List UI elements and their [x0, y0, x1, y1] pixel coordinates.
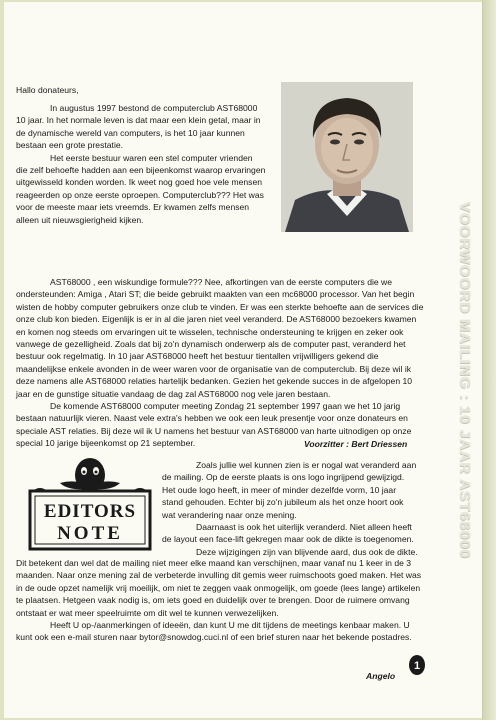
editors-paragraph-2: Daarnaast is ook het uiterlijk veranderd. Niet alleen heeft de layout een face-lift gekregen maar ook de dikte is toegenomen.: [162, 522, 414, 545]
mailing-page: [4, 2, 483, 718]
intro-paragraph-2: Het eerste bestuur waren een stel computer vrienden die zelf behoefte hadden aan een bijeenkomst waarop ervaringen uitgewisseld konden worden. Ik weet nog goed hoe vele mensen reageerden op onze eerste oproepen. Computerclub??? Het was voor de meeste maar iets vreemds. Er kwamen zelfs mensen alleen uit nieuwsgierigheid kijken.: [16, 152, 266, 225]
editors-column: [162, 459, 418, 558]
page-edge: [482, 0, 496, 720]
history-paragraph-2: De komende AST68000 computer meeting Zondag 21 september 1997 gaan we het 10 jarig bestaan natuurlijk vieren. Naast vele extra's hebben we ook een leuk presentje voor onze donateurs en speciale AST relaties. Bij deze wil ik U namens het bestuur van AST68000 van harte uitnodigen op onze special 10 jarige bijeenkomst op 21 september.: [16, 401, 412, 449]
editors-paragraph-5: Heeft U op-/aanmerkingen of ideeën, dan kunt U me dit tijdens de meetings kenbaar maken. U kunt ook een e-mail sturen naar bytor@snowdog.cuci.nl of een brief sturen naar het bekende postadres.: [16, 620, 412, 643]
portrait-photo: [281, 82, 413, 232]
editors-continued: [16, 557, 428, 644]
history-paragraph-1: AST68000 , een wiskundige formule??? Nee, afkortingen van de eerste computers die we ondersteunden: Amiga , Atari ST; die beide gebruikt maakten van een mc68000 processor. Van het begin wisten de hobby computer gebruikers onze club te vinden. Er was een sterkte behoefte aan de services die onze club kon bieden. Eigenlijk is er in al die jaren niet veel veranderd. De AST68000 bezoekers kwamen en komen nog steeds om ervaringen uit te wisselen, technische ondersteuning te krijgen en zeker ook vanwege de gezelligheid. Zoals dat bij zo'n dynamisch onderwerp als de computer past, veranderd het bestuur ook regelmatig. In 10 jaar AST68000 heeft het bestuur tientallen vrijwilligers gekend die maandelijkse enkele avonden in de weer waren voor de organisatie van de computerclub. Bij deze wil ik deze namens alle AST68000 relaties hartelijk bedanken. Gezien het gekende succes in de afgelopen 10 jaar en de gunstige situatie vandaag de dag zal AST68000 nog vele jaren bestaan.: [16, 277, 424, 399]
logo-text-note: NOTE: [57, 523, 123, 544]
history-section: [16, 276, 428, 450]
editors-note-logo: [26, 457, 154, 553]
intro-paragraph-1: In augustus 1997 bestond de computerclub AST68000 10 jaar. In het normale leven is dat maar een klein getal, maar in de dynamische wereld van computers, is het 10 jaar kunnen bestaan een grote prestatie.: [16, 103, 261, 151]
editors-paragraph-3: Deze wijzigingen zijn van blijvende aard, dus ook de dikte.: [196, 546, 418, 557]
editors-paragraph-4: Dit betekent dan wel dat de mailing niet meer elke maand kan verschijnen, maar vanaf nu 1 keer in de 3 maanden. Naar onze mening zal de verbeterde invulling dit gemis weer ruimschoots goed maken. Het was in de oude opzet namelijk vrij moeilijk, om niet te zeggen vaak onmogelijk, om goede (lees lange) artikelen te plaatsen. Hetgeen vaak nodig is, om iets goed en duidelijk over te brengen. Door de ruimere omvang ontstaat er wat meer speelruimte om dit wel te kunnen verwezelijken.: [16, 558, 422, 618]
editor-signature: Angelo: [366, 671, 396, 681]
logo-text-editors: EDITORS: [43, 501, 137, 522]
page-number-badge: [408, 654, 426, 676]
chairman-signature: Voorzitter : Bert Driessen: [304, 439, 408, 449]
editors-paragraph-1: Zoals jullie wel kunnen zien is er nogal wat veranderd aan de mailing. Op de eerste plaats is ons logo ingrijpend gewijzigd. Het oude logo heeft, in meer of minder dezelfde vorm, 10 jaar stand gehouden. Echter bij zo'n jubileum als het onze hoort ook wat verandering naar onze mening.: [162, 460, 417, 520]
side-title: VOORWOORD MAILING : 10 JAAR AST68000: [456, 202, 473, 559]
intro-column: [16, 102, 266, 226]
page-number: 1: [413, 660, 421, 672]
greeting: Hallo donateurs,: [16, 85, 79, 95]
